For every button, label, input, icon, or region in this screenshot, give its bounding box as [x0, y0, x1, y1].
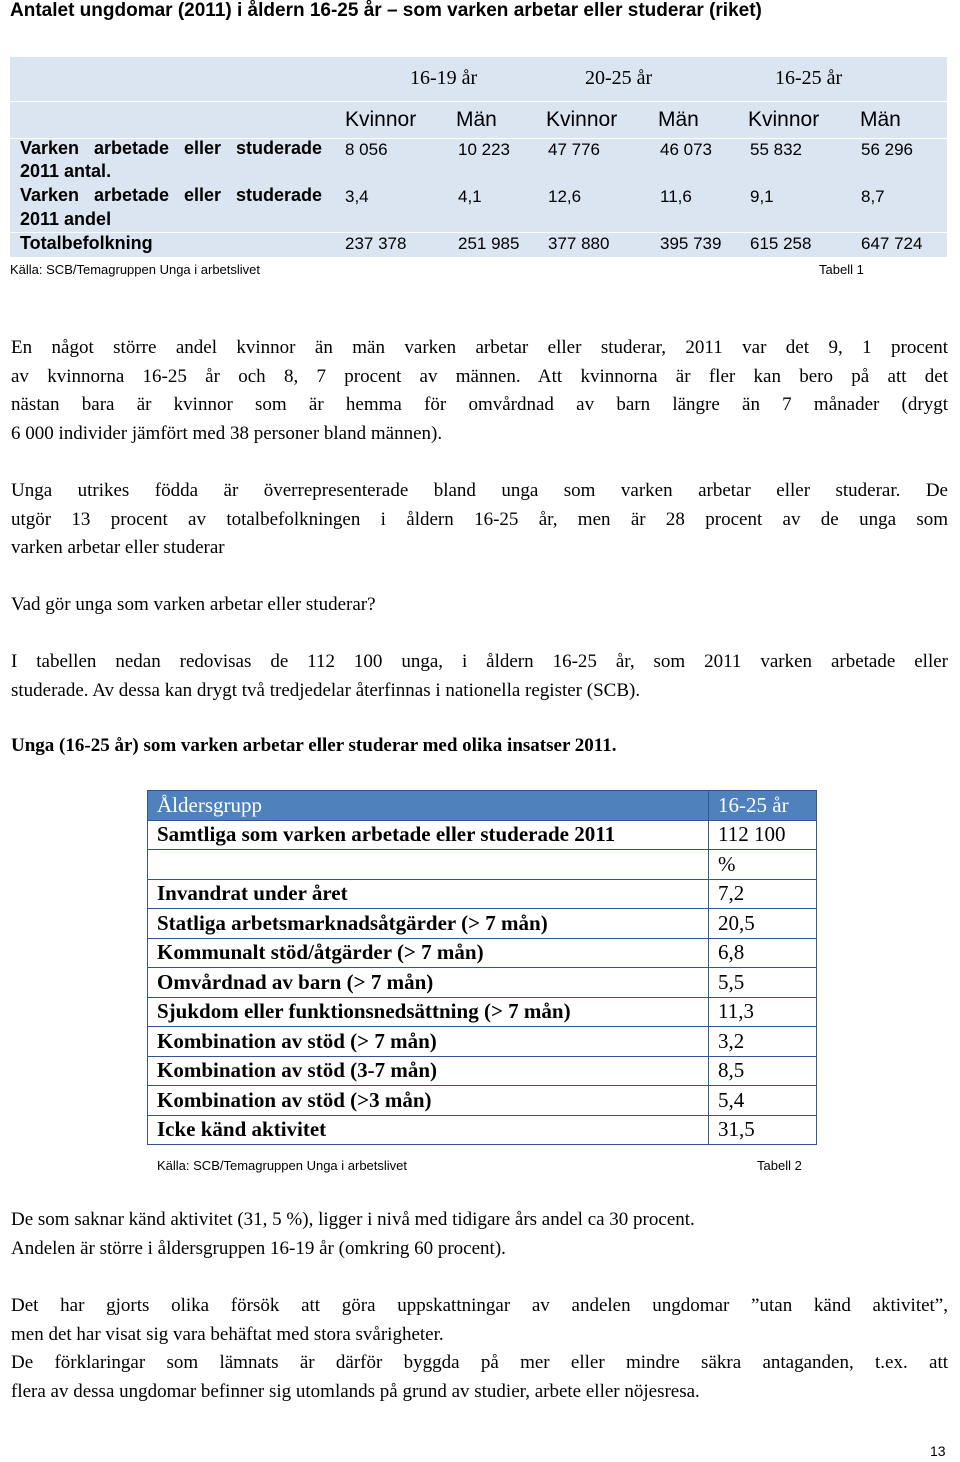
text-line: De som saknar känd aktivitet (31, 5 %), ligger i nivå med tidigare års andel ca 30 procent.	[11, 1209, 695, 1230]
paragraph-3	[11, 648, 948, 705]
question-heading: Vad gör unga som varken arbetar eller studerar?	[11, 594, 376, 615]
table1-cell: 11,6	[660, 187, 692, 206]
table-cell-value: 6,8	[709, 938, 817, 968]
table1-row-label: Totalbefolkning	[20, 233, 153, 253]
table-cell-value: 112 100	[709, 820, 817, 850]
table-row	[148, 997, 817, 1027]
table-cell-value: 8,5	[709, 1056, 817, 1086]
table1-cell: 4,1	[458, 187, 482, 206]
table-row	[148, 820, 817, 850]
text-line: De förklaringar som lämnats är därför byggda på mer eller mindre säkra antaganden, t.ex. att	[11, 1352, 948, 1374]
paragraph-1	[11, 334, 948, 449]
table1-cell: 12,6	[548, 187, 582, 206]
table-cell-label: Kombination av stöd (> 7 mån)	[148, 1027, 709, 1057]
table1-row-label: Varken arbetade eller studerade	[20, 138, 322, 158]
text-line: av kvinnorna 16-25 år och 8, 7 procent av männen. Att kvinnorna är fler kan bero på att det	[11, 365, 948, 387]
table1-caption: Tabell 1	[819, 262, 864, 277]
page-title: Antalet ungdomar (2011) i åldern 16-25 år – som varken arbetar eller studerar (riket)	[10, 0, 762, 21]
table-row	[148, 1056, 817, 1086]
table1-subheader: Kvinnor	[748, 108, 820, 131]
table1-subheader: Kvinnor	[345, 108, 417, 131]
text-line: Det har gjorts olika försök att göra uppskattningar av andelen ungdomar ”utan känd aktivitet”,	[11, 1295, 948, 1316]
table-divider	[10, 101, 947, 102]
table-row	[148, 1086, 817, 1116]
table-2	[147, 790, 817, 1145]
table1-cell: 55 832	[750, 140, 802, 159]
table-cell-label: Omvårdnad av barn (> 7 mån)	[148, 968, 709, 998]
table1-cell: 237 378	[345, 234, 407, 253]
table-row	[148, 1027, 817, 1057]
paragraph-5	[11, 1292, 948, 1407]
table1-cell: 615 258	[750, 234, 812, 253]
table-cell-value: 11,3	[709, 997, 817, 1027]
table1-cell: 10 223	[458, 140, 510, 159]
text-line: varken arbetar eller studerar	[11, 537, 225, 559]
text-line: studerade. Av dessa kan drygt två tredjedelar återfinnas i nationella register (SCB).	[11, 679, 641, 701]
table1-cell: 8 056	[345, 140, 388, 159]
table-row	[148, 850, 817, 880]
table-cell-value: 31,5	[709, 1115, 817, 1145]
text-line: 6 000 individer jämfört med 38 personer bland männen).	[11, 423, 443, 445]
table-cell-label: Statliga arbetsmarknadsåtgärder (> 7 mån)	[148, 909, 709, 939]
table1-subheader: Män	[658, 108, 699, 131]
paragraph-2	[11, 477, 948, 563]
table-row	[148, 1115, 817, 1145]
table1-subheader: Kvinnor	[546, 108, 618, 131]
table1-row-label: 2011 antal.	[20, 161, 112, 181]
table-row	[148, 909, 817, 939]
table-cell-value: 20,5	[709, 909, 817, 939]
table1-cell: 46 073	[660, 140, 712, 159]
table-cell-label: Icke känd aktivitet	[148, 1115, 709, 1145]
table-cell-label: Kommunalt stöd/åtgärder (> 7 mån)	[148, 938, 709, 968]
table1-group-16-19: 16-19 år	[410, 67, 478, 89]
table1-cell: 47 776	[548, 140, 600, 159]
table1-cell: 56 296	[861, 140, 913, 159]
table-row	[148, 879, 817, 909]
table2-caption: Tabell 2	[757, 1158, 802, 1173]
table-row	[148, 938, 817, 968]
table-cell-label: Samtliga som varken arbetade eller studerade 2011	[148, 820, 709, 850]
text-line: Andelen är större i åldersgruppen 16-19 år (omkring 60 procent).	[11, 1237, 506, 1259]
table-header-cell: Åldersgrupp	[148, 791, 709, 821]
text-line: I tabellen nedan redovisas de 112 100 unga, i åldern 16-25 år, som 2011 varken arbetade eller	[11, 651, 948, 672]
table1-cell: 647 724	[861, 234, 923, 253]
table1-subheader: Män	[860, 108, 901, 131]
table-cell-value: 5,4	[709, 1086, 817, 1116]
table2-source: Källa: SCB/Temagruppen Unga i arbetslivet	[157, 1158, 408, 1173]
table-cell-label: Sjukdom eller funktionsnedsättning (> 7 mån)	[148, 997, 709, 1027]
table-row	[148, 968, 817, 998]
table-cell-value: 3,2	[709, 1027, 817, 1057]
table1-cell: 8,7	[861, 187, 885, 206]
table-header-cell: 16-25 år	[709, 791, 817, 821]
table1-cell: 9,1	[750, 187, 774, 206]
text-line: nästan bara är kvinnor som är hemma för omvårdnad av barn längre än 7 månader (drygt	[11, 394, 948, 416]
table1-row-label: Varken arbetade eller studerade	[20, 185, 322, 205]
table1-group-20-25: 20-25 år	[585, 67, 653, 89]
table1-group-16-25: 16-25 år	[775, 67, 843, 89]
table-cell-value: 7,2	[709, 879, 817, 909]
text-line: flera av dessa ungdomar befinner sig utomlands på grund av studier, arbete eller nöjesresa.	[11, 1381, 700, 1403]
table2-heading: Unga (16-25 år) som varken arbetar eller studerar med olika insatser 2011.	[11, 735, 617, 756]
table-header-row	[148, 791, 817, 821]
table1-subheader: Män	[456, 108, 497, 131]
table-cell-label: Kombination av stöd (>3 mån)	[148, 1086, 709, 1116]
text-line: men det har visat sig vara behäftat med stora svårigheter.	[11, 1323, 444, 1345]
table-cell-label: Kombination av stöd (3-7 mån)	[148, 1056, 709, 1086]
table-cell-label: Invandrat under året	[148, 879, 709, 909]
table1-cell: 3,4	[345, 187, 369, 206]
paragraph-4	[11, 1206, 948, 1263]
text-line: utgör 13 procent av totalbefolkningen i åldern 16-25 år, men är 28 procent av de unga som	[11, 508, 948, 530]
table1-row-label: 2011 andel	[20, 209, 112, 229]
table-cell-label	[148, 850, 709, 880]
page-number: 13	[930, 1443, 946, 1459]
table1-cell: 251 985	[458, 234, 520, 253]
table-cell-value: 5,5	[709, 968, 817, 998]
table-cell-value: %	[709, 850, 817, 880]
table1-cell: 395 739	[660, 234, 722, 253]
text-line: Unga utrikes födda är överrepresenterade bland unga som varken arbetar eller studerar. De	[11, 480, 948, 501]
text-line: En något större andel kvinnor än män varken arbetar eller studerar, 2011 var det 9, 1 procent	[11, 337, 948, 358]
table1-source: Källa: SCB/Temagruppen Unga i arbetslivet	[10, 262, 261, 277]
table1-cell: 377 880	[548, 234, 610, 253]
